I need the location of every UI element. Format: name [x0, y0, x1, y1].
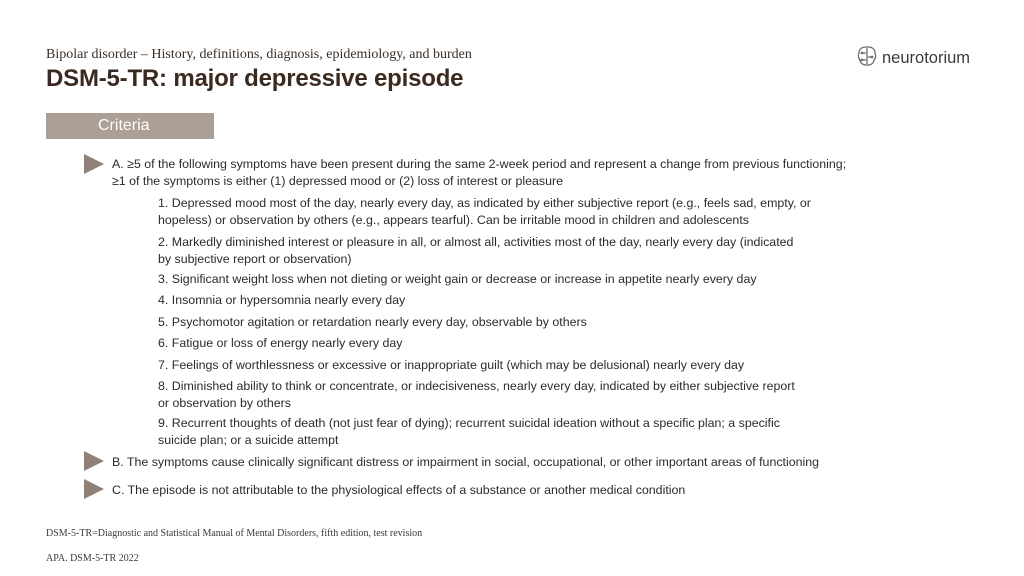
slide-title: DSM-5-TR: major depressive episode [46, 65, 464, 92]
symptom-item-4-line-1: 4. Insomnia or hypersomnia nearly every day [158, 293, 406, 307]
neurotorium-logo [856, 44, 970, 73]
symptom-item-2-line-1: 2. Markedly diminished interest or pleasure in all, or almost all, activities most of the day, nearly every day (indicated [158, 235, 794, 249]
symptom-item-9-line-2: suicide plan; or a suicide attempt [158, 433, 339, 447]
reference-footnote: APA. DSM-5-TR 2022 [46, 553, 139, 564]
criteria-section-header [46, 113, 214, 139]
brain-circuit-icon [856, 44, 878, 73]
bullet-arrow-icon [84, 154, 104, 174]
symptom-item-6 [158, 335, 403, 352]
criterion-a-line-1: A. ≥5 of the following symptoms have been present during the same 2-week period and represent a change from previous functioning; [112, 157, 847, 171]
symptom-item-9 [158, 415, 780, 449]
abbreviation-footnote: DSM-5-TR=Diagnostic and Statistical Manual of Mental Disorders, fifth edition, test revision [46, 528, 423, 539]
symptom-item-8-line-1: 8. Diminished ability to think or concentrate, or indecisiveness, nearly every day, indicated by either subjective report [158, 379, 795, 393]
symptom-item-8-line-2: or observation by others [158, 396, 291, 410]
symptom-item-5-line-1: 5. Psychomotor agitation or retardation nearly every day, observable by others [158, 315, 587, 329]
symptom-item-3-line-1: 3. Significant weight loss when not dieting or weight gain or decrease or increase in appetite nearly every day [158, 272, 757, 286]
symptom-item-1-line-2: hopeless) or observation by others (e.g., appears tearful). Can be irritable mood in children and adolescents [158, 213, 749, 227]
logo-text: neurotorium [882, 49, 971, 67]
symptom-item-5 [158, 314, 587, 331]
symptom-item-4 [158, 292, 405, 309]
symptom-item-1-line-1: 1. Depressed mood most of the day, nearly every day, as indicated by either subjective report (e.g., feels sad, empty, or [158, 196, 811, 210]
symptom-item-1 [158, 195, 811, 229]
criterion-b [112, 454, 819, 471]
symptom-item-7-line-1: 7. Feelings of worthlessness or excessive or inappropriate guilt (which may be delusional) nearly every day [158, 358, 745, 372]
bullet-arrow-icon [84, 451, 104, 471]
criterion-b-line: B. The symptoms cause clinically significant distress or impairment in social, occupational, or other important areas of functioning [112, 455, 820, 469]
symptom-item-8 [158, 378, 795, 412]
symptom-item-2 [158, 234, 793, 268]
bullet-arrow-icon [84, 479, 104, 499]
criterion-a [112, 156, 846, 190]
symptom-item-9-line-1: 9. Recurrent thoughts of death (not just fear of dying); recurrent suicidal ideation without a specific plan; a specific [158, 416, 780, 430]
criterion-a-line-2: ≥1 of the symptoms is either (1) depressed mood or (2) loss of interest or pleasure [112, 174, 563, 188]
criterion-c-line: C. The episode is not attributable to the physiological effects of a substance or another medical condition [112, 483, 686, 497]
symptom-item-2-line-2: by subjective report or observation) [158, 252, 352, 266]
slide-subtitle: Bipolar disorder – History, definitions, diagnosis, epidemiology, and burden [46, 47, 472, 62]
criteria-label: Criteria [98, 117, 150, 134]
symptom-item-3 [158, 271, 757, 288]
symptom-item-6-line-1: 6. Fatigue or loss of energy nearly every day [158, 336, 403, 350]
criterion-c [112, 482, 685, 499]
symptom-item-7 [158, 357, 744, 374]
